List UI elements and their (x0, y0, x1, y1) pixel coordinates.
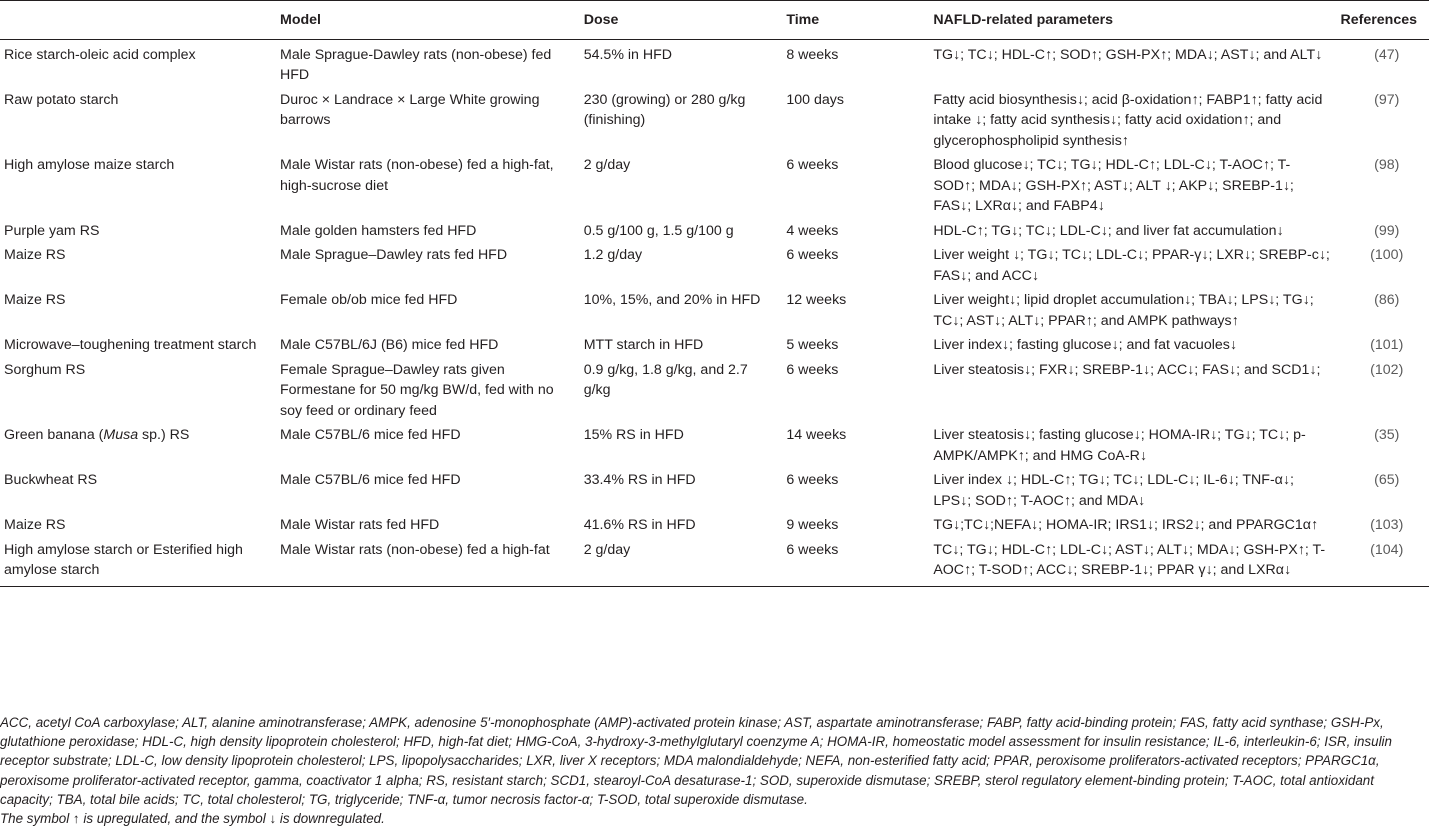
cell-model: Male Sprague–Dawley rats fed HFD (280, 247, 508, 263)
cell-material: Rice starch-oleic acid complex (4, 46, 196, 63)
cell-reference: (65) (1374, 472, 1400, 488)
cell-parameters: Liver index↓; fasting glucose↓; and fat vacuoles↓ (933, 337, 1237, 353)
cell-time: 6 weeks (786, 361, 839, 378)
cell-model: Male Wistar rats (non-obese) fed a high-fat (276, 538, 580, 587)
cell-dose: 2 g/day (580, 538, 783, 587)
cell-reference: (86) (1374, 292, 1400, 308)
cell-model: Duroc × Landrace × Large White growing barrows (280, 91, 540, 128)
cell-material: High amylose starch or Esterified high amylose starch (0, 538, 276, 587)
table-row (0, 153, 1429, 219)
cell-time: 6 weeks (786, 157, 839, 173)
cell-time: 100 days (786, 91, 844, 108)
cell-material: Maize RS (4, 247, 66, 263)
table-row (0, 468, 1429, 513)
header-time: Time (782, 1, 929, 40)
header-dose: Dose (580, 1, 783, 40)
table-row (0, 513, 1429, 538)
cell-material: Maize RS (4, 517, 66, 533)
header-references: References (1336, 1, 1429, 40)
cell-reference: (99) (1374, 222, 1400, 239)
cell-time: 12 weeks (786, 292, 847, 308)
table-row (0, 243, 1429, 288)
cell-dose: 1.2 g/day (583, 247, 643, 263)
material-genus-italic: Musa (103, 427, 139, 443)
cell-model: Female Sprague–Dawley rats given Formestane for 50 mg/kg BW/d, fed with no soy feed or ordinary feed (280, 361, 554, 419)
cell-material: Microwave–toughening treatment starch (4, 337, 257, 353)
cell-reference: (103) (1370, 517, 1404, 533)
header-model: Model (276, 1, 580, 40)
cell-reference: (102) (1370, 361, 1404, 378)
cell-material: Sorghum RS (4, 361, 86, 378)
symbols-note: The symbol ↑ is upregulated, and the symbol ↓ is downregulated. (0, 811, 385, 827)
cell-model: Male C57BL/6 mice fed HFD (280, 472, 461, 488)
cell-material (0, 423, 276, 468)
cell-time: 4 weeks (786, 222, 839, 239)
cell-parameters: TC↓; TG↓; HDL-C↑; LDL-C↓; AST↓; ALT↓; MDA↓; GSH-PX↑; T-AOC↑; T-SOD↑; ACC↓; SREBP-1↓; PPAR γ↓; and LXRα↓ (929, 538, 1336, 587)
cell-dose: 54.5% in HFD (583, 46, 673, 63)
cell-reference: (97) (1374, 91, 1400, 108)
cell-model: Male Wistar rats (non-obese) fed a high-fat, high-sucrose diet (280, 157, 554, 194)
table-row (0, 333, 1429, 358)
cell-model: Male C57BL/6 mice fed HFD (280, 427, 461, 443)
cell-time: 9 weeks (786, 517, 839, 533)
cell-parameters: Liver steatosis↓; FXR↓; SREBP-1↓; ACC↓; FAS↓; and SCD1↓; (933, 361, 1321, 378)
cell-dose: 2 g/day (583, 157, 631, 173)
cell-time: 14 weeks (786, 427, 847, 443)
cell-parameters: Fatty acid biosynthesis↓; acid β-oxidation↑; FABP1↑; fatty acid intake ↓; fatty acid synthesis↓; fatty acid oxidation↑; and glycerophospholipid synthesis↑ (933, 91, 1323, 149)
cell-dose: 33.4% RS in HFD (583, 472, 696, 488)
table-row (0, 88, 1429, 154)
cell-parameters: HDL-C↑; TG↓; TC↓; LDL-C↓; and liver fat accumulation↓ (933, 222, 1284, 239)
cell-time: 5 weeks (786, 337, 839, 353)
cell-parameters: Liver steatosis↓; fasting glucose↓; HOMA-IR↓; TG↓; TC↓; p-AMPK/AMPK↑; and HMG CoA-R↓ (933, 427, 1306, 464)
cell-time: 8 weeks (786, 46, 839, 63)
cell-model: Male golden hamsters fed HFD (280, 222, 477, 239)
cell-parameters: TG↓;TC↓;NEFA↓; HOMA-IR; IRS1↓; IRS2↓; and PPARGC1α↑ (933, 517, 1319, 533)
cell-dose: 0.5 g/100 g, 1.5 g/100 g (583, 222, 734, 239)
cell-model: Female ob/ob mice fed HFD (280, 292, 458, 308)
cell-dose: 230 (growing) or 280 g/kg (finishing) (583, 91, 746, 128)
cell-reference: (104) (1336, 538, 1429, 587)
table-row (0, 219, 1429, 244)
cell-material: Buckwheat RS (4, 472, 98, 488)
cell-reference: (35) (1374, 427, 1400, 443)
cell-material: Purple yam RS (4, 222, 100, 239)
header-material (0, 1, 276, 40)
header-parameters: NAFLD-related parameters (929, 1, 1336, 40)
cell-parameters: TG↓; TC↓; HDL-C↑; SOD↑; GSH-PX↑; MDA↓; AST↓; and ALT↓ (933, 46, 1323, 63)
cell-parameters: Liver index ↓; HDL-C↑; TG↓; TC↓; LDL-C↓; IL-6↓; TNF-α↓; LPS↓; SOD↑; T-AOC↑; and MDA↓ (933, 472, 1294, 509)
table-row (0, 288, 1429, 333)
cell-material: High amylose maize starch (4, 157, 175, 173)
cell-material: Raw potato starch (4, 91, 119, 108)
material-text-post: sp.) RS (138, 427, 190, 443)
table-row (0, 358, 1429, 424)
cell-parameters: Liver weight ↓; TG↓; TC↓; LDL-C↓; PPAR-γ↓; LXR↓; SREBP-c↓; FAS↓; and ACC↓ (933, 247, 1330, 284)
cell-dose: 41.6% RS in HFD (583, 517, 696, 533)
cell-model: Male Wistar rats fed HFD (280, 517, 440, 533)
cell-dose: MTT starch in HFD (583, 337, 704, 353)
table-header-row (0, 1, 1429, 40)
cell-dose: 0.9 g/kg, 1.8 g/kg, and 2.7 g/kg (583, 361, 748, 398)
material-text-pre: Green banana ( (4, 427, 104, 443)
table-footnote (0, 713, 1429, 828)
cell-reference: (101) (1370, 337, 1404, 353)
cell-time: 6 weeks (786, 472, 839, 488)
table-row (0, 39, 1429, 88)
cell-material: Maize RS (4, 292, 66, 308)
cell-parameters: Blood glucose↓; TC↓; TG↓; HDL-C↑; LDL-C↓; T-AOC↑; T-SOD↑; MDA↓; GSH-PX↑; AST↓; ALT ↓; AKP↓; SREBP-1↓; FAS↓; LXRα↓; and FABP4↓ (933, 157, 1294, 214)
cell-reference: (98) (1374, 157, 1400, 173)
cell-dose: 10%, 15%, and 20% in HFD (583, 292, 761, 308)
cell-model: Male C57BL/6J (B6) mice fed HFD (280, 337, 499, 353)
cell-time: 6 weeks (782, 538, 929, 587)
cell-dose: 15% RS in HFD (583, 427, 684, 443)
cell-reference: (47) (1374, 46, 1400, 63)
cell-reference: (100) (1370, 247, 1404, 263)
table-row (0, 538, 1429, 587)
cell-model: Male Sprague-Dawley rats (non-obese) fed HFD (280, 46, 552, 83)
cell-parameters: Liver weight↓; lipid droplet accumulation↓; TBA↓; LPS↓; TG↓; TC↓; AST↓; ALT↓; PPAR↑; and AMPK pathways↑ (933, 292, 1314, 329)
table-row (0, 423, 1429, 468)
abbreviations-note: ACC, acetyl CoA carboxylase; ALT, alanine aminotransferase; AMPK, adenosine 5′-monophosphate (AMP)-activated protein kinase; AST, aspartate aminotransferase; FABP, fatty acid-binding protein; FAS, fatty acid synthase; GSH-Px, glutathione peroxidase; HDL-C, high density lipoprotein cholesterol; HFD, high-fat diet; HMG-CoA, 3-hydroxy-3-methylglutaryl coenzyme A; HOMA-IR, homeostatic model assessment for insulin resistance; IL-6, interleukin-6; ISR, insulin receptor substrate; LDL-C, low density lipoprotein cholesterol; LPS, lipopolysaccharides; LXR, liver X receptors; MDA malondialdehyde; NEFA, non-esterified fatty acid; PPAR, peroxisome proliferators-activated receptors; PPARGC1α, peroxisome proliferator-activated receptor, gamma, coactivator 1 alpha; RS, resistant starch; SCD1, stearoyl-CoA desaturase-1; SOD, superoxide dismutase; SREBP, sterol regulatory element-binding protein; T-AOC, total antioxidant capacity; TBA, total bile acids; TC, total cholesterol; TG, triglyceride; TNF-α, tumor necrosis factor-α; T-SOD, total superoxide dismutase. (0, 715, 1392, 807)
cell-time: 6 weeks (786, 247, 839, 263)
